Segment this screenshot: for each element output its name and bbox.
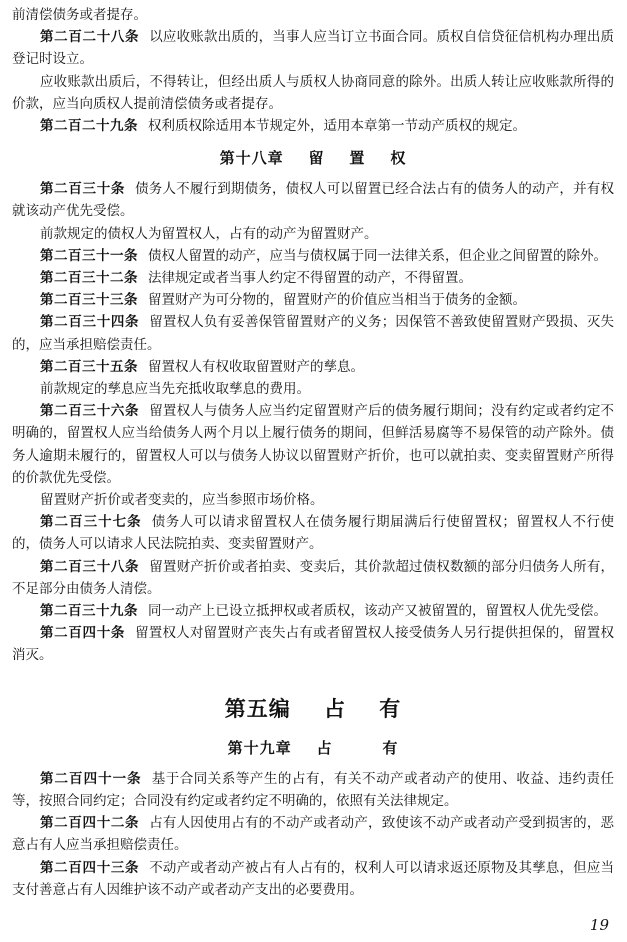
article-number: 第二百四十三条 <box>40 859 140 876</box>
article-paragraph <box>12 511 614 555</box>
article-number: 第二百三十五条 <box>40 358 138 375</box>
article-number: 第二百三十八条 <box>40 558 140 575</box>
article-number: 第二百四十二条 <box>40 815 140 832</box>
paragraph-text: 留置权人对留置财产丧失占有或者留置权人接受债务人另行提供担保的，留置权消灭。 <box>12 625 614 664</box>
article-number: 第二百三十七条 <box>40 514 142 531</box>
article-paragraph <box>12 245 614 267</box>
article-paragraph <box>12 115 614 137</box>
paragraph-text: 留置权人负有妥善保管留置财产的义务；因保管不善致使留置财产毁损、灭失的，应当承担赔偿责任。 <box>12 314 615 353</box>
article-paragraph <box>12 311 614 355</box>
article-number: 第二百三十六条 <box>40 403 140 420</box>
paragraph <box>12 71 614 115</box>
paragraph-text: 留置财产折价或者变卖的，应当参照市场价格。 <box>40 492 324 509</box>
paragraph-text: 基于合同关系等产生的占有，有关不动产或者动产的使用、收益、违约责任等，按照合同约定；合同没有约定或者约定不明确的，依照有关法律规定。 <box>12 770 615 809</box>
paragraph <box>12 223 614 245</box>
paragraph-text: 应收账款出质后，不得转让，但经出质人与质权人协商同意的除外。出质人转让应收账款所得的价款，应当向质权人提前清偿债务或者提存。 <box>12 73 614 112</box>
paragraph-text: 权利质权除适用本节规定外，适用本章第一节动产质权的规定。 <box>148 118 526 135</box>
paragraph-text: 留置权人有权收取留置财产的孳息。 <box>148 358 364 375</box>
paragraph-text: 前款规定的债权人为留置权人，占有的动产为留置财产。 <box>40 225 378 242</box>
article-paragraph <box>12 267 614 289</box>
paragraph-text: 前款规定的孳息应当先充抵收取孳息的费用。 <box>40 381 310 398</box>
article-number: 第二百三十九条 <box>40 603 138 620</box>
paragraph-text: 占有人因使用占有的不动产或者动产，致使该不动产或者动产受到损害的，恶意占有人应当承担赔偿责任。 <box>12 815 615 854</box>
paragraph-text: 同一动产上已设立抵押权或者质权，该动产又被留置的，留置权人优先受偿。 <box>148 603 607 620</box>
paragraph-text: 留置财产为可分物的，留置财产的价值应当相当于债务的金额。 <box>148 292 526 309</box>
paragraph-text: 前清偿债务或者提存。 <box>12 7 147 23</box>
article-paragraph <box>12 768 614 812</box>
page-number: 19 <box>589 916 609 934</box>
article-number: 第二百三十二条 <box>40 270 138 287</box>
article-number: 第二百三十四条 <box>40 314 140 331</box>
article-paragraph <box>12 178 614 222</box>
article-number: 第二百二十八条 <box>40 29 140 46</box>
article-paragraph <box>12 400 614 489</box>
article-number: 第二百四十一条 <box>40 770 142 787</box>
paragraph-text: 留置财产折价或者拍卖、变卖后，其价款超过债权数额的部分归债务人所有，不足部分由债务人清偿。 <box>12 558 615 597</box>
article-number: 第二百三十三条 <box>40 292 138 309</box>
paragraph-text: 法律规定或者当事人约定不得留置的动产，不得留置。 <box>148 270 472 287</box>
article-paragraph <box>12 556 614 600</box>
article-paragraph <box>12 600 614 622</box>
paragraph <box>12 4 614 26</box>
article-number: 第二百三十一条 <box>40 247 138 264</box>
article-paragraph <box>12 812 614 856</box>
paragraph <box>12 378 614 400</box>
paragraph-text: 债权人留置的动产，应当与债权属于同一法律关系，但企业之间留置的除外。 <box>148 247 607 264</box>
part-heading: 第五编 占 有 <box>224 696 402 721</box>
document-page <box>12 4 614 901</box>
article-number: 第二百二十九条 <box>40 118 138 135</box>
paragraph-text: 债务人可以请求留置权人在债务履行期届满后行使留置权；留置权人不行使的，债务人可以请求人民法院拍卖、变卖留置财产。 <box>12 514 615 553</box>
article-paragraph <box>12 356 614 378</box>
article-paragraph <box>12 26 614 70</box>
article-paragraph <box>12 857 614 901</box>
article-number: 第二百四十条 <box>40 625 126 642</box>
paragraph-text: 以应收账款出质的，当事人应当订立书面合同。质权自信贷征信机构办理出质登记时设立。 <box>12 29 615 68</box>
paragraph-text: 不动产或者动产被占有人占有的，权利人可以请求返还原物及其孳息，但应当支付善意占有人因维护该不动产或者动产支出的必要费用。 <box>12 859 615 898</box>
article-paragraph <box>12 289 614 311</box>
chapter-heading: 第十八章 留 置 权 <box>219 149 407 168</box>
chapter-heading: 第十九章 占 有 <box>227 738 399 757</box>
article-paragraph <box>12 622 614 666</box>
paragraph-text: 债务人不履行到期债务，债权人可以留置已经合法占有的债务人的动产，并有权就该动产优先受偿。 <box>12 181 614 220</box>
article-number: 第二百三十条 <box>40 181 126 198</box>
paragraph-text: 留置权人与债务人应当约定留置财产后的债务履行期间；没有约定或者约定不明确的，留置权人应当给债务人两个月以上履行债务的期间，但鲜活易腐等不易保管的动产除外。债务人逾期未履行的，留置权人可以与债务人协议以留置财产折价，也可以就拍卖、变卖留置财产所得的价款优先受偿。 <box>12 403 615 486</box>
paragraph <box>12 489 614 511</box>
